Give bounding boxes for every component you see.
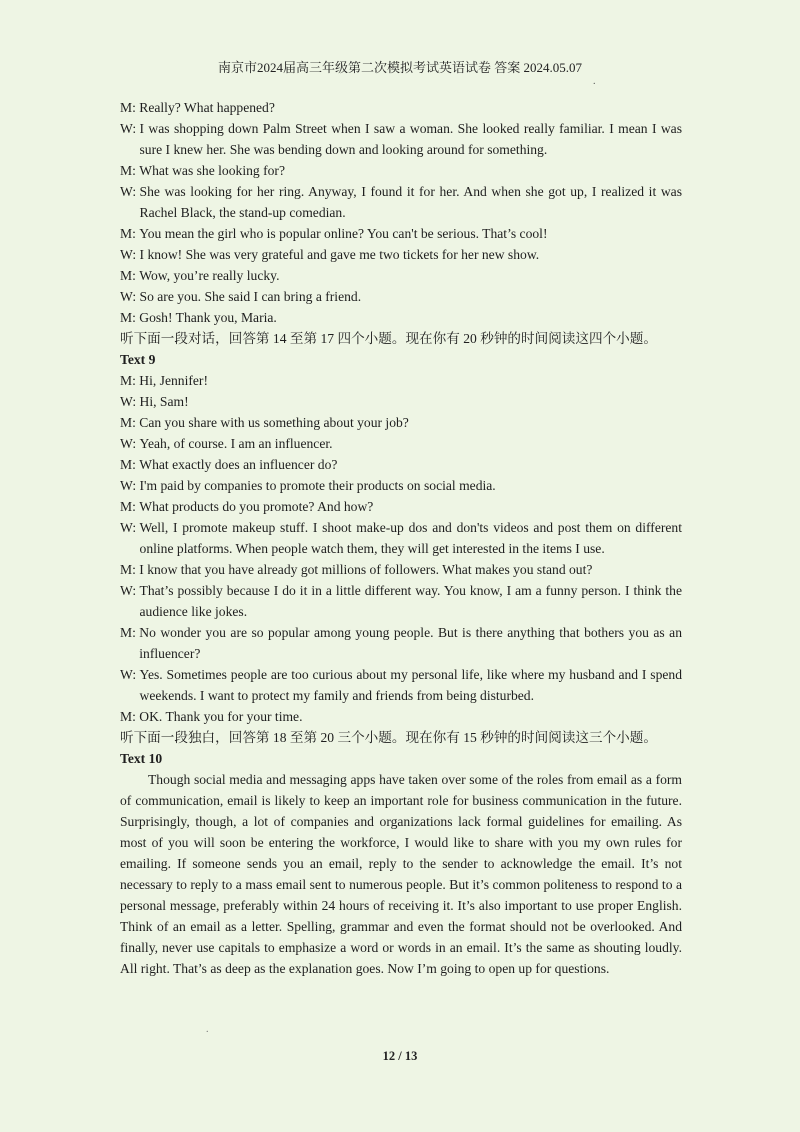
dialogue-line <box>120 244 682 265</box>
header-mark: . <box>593 76 596 87</box>
dialogue-line <box>120 433 682 454</box>
speaker-label: M: <box>120 226 140 241</box>
line-text: Wow, you’re really lucky. <box>139 268 280 283</box>
speaker-label: M: <box>120 625 140 640</box>
line-text: So are you. She said I can bring a friend. <box>139 289 362 304</box>
speaker-label: W: <box>120 121 140 136</box>
dialogue-line <box>120 706 682 727</box>
dialogue-line <box>120 517 682 559</box>
dialogue-line <box>120 664 682 706</box>
line-text: Hi, Sam! <box>139 394 189 409</box>
dialogue-line <box>120 307 682 328</box>
speaker-label: W: <box>120 478 140 493</box>
dialogue-section-b <box>120 370 682 727</box>
line-text: Really? What happened? <box>139 100 275 115</box>
dialogue-line <box>120 370 682 391</box>
listening-instruction: 听下面一段对话，回答第 14 至第 17 四个小题。现在你有 20 秒钟的时间阅读这四个小题。 <box>120 331 657 346</box>
speaker-label: M: <box>120 415 140 430</box>
speaker-label: M: <box>120 163 140 178</box>
line-text: I know that you have already got millions of followers. What makes you stand out? <box>139 562 593 577</box>
dialogue-line <box>120 286 682 307</box>
dialogue-line <box>120 265 682 286</box>
speaker-label: M: <box>120 499 140 514</box>
line-text: That’s possibly because I do it in a little different way. You know, I am a funny person. I think the audience like jokes. <box>139 583 682 619</box>
dialogue-line <box>120 580 682 622</box>
line-text: What products do you promote? And how? <box>139 499 374 514</box>
dialogue-line <box>120 412 682 433</box>
speaker-label: M: <box>120 100 140 115</box>
speaker-label: M: <box>120 709 140 724</box>
line-text: Well, I promote makeup stuff. I shoot make-up dos and don'ts videos and post them on different online platforms. When people watch them, they will get interested in the items I use. <box>139 520 682 556</box>
line-text: I'm paid by companies to promote their products on social media. <box>139 478 496 493</box>
line-text: I know! She was very grateful and gave me two tickets for her new show. <box>139 247 540 262</box>
line-text: What exactly does an influencer do? <box>139 457 338 472</box>
speaker-label: W: <box>120 394 140 409</box>
dialogue-line <box>120 118 682 160</box>
page-mark: . <box>206 1024 209 1035</box>
speaker-label: M: <box>120 310 140 325</box>
line-text: Yes. Sometimes people are too curious about my personal life, like where my husband and I spend weekends. I want to protect my family and friends from being disturbed. <box>139 667 682 703</box>
speaker-label: M: <box>120 562 140 577</box>
speaker-label: W: <box>120 184 140 199</box>
speaker-label: M: <box>120 373 140 388</box>
line-text: She was looking for her ring. Anyway, I found it for her. And when she got up, I realized it was Rachel Black, the stand-up comedian. <box>139 184 682 220</box>
dialogue-line <box>120 622 682 664</box>
listening-instruction: 听下面一段独白，回答第 18 至第 20 三个小题。现在你有 15 秒钟的时间阅读这三个小题。 <box>120 730 657 745</box>
speaker-label: W: <box>120 289 140 304</box>
line-text: OK. Thank you for your time. <box>139 709 303 724</box>
dialogue-section-a <box>120 97 682 328</box>
document-body <box>120 97 682 979</box>
speaker-label: W: <box>120 667 140 682</box>
line-text: You mean the girl who is popular online? You can't be serious. That’s cool! <box>139 226 548 241</box>
monologue-paragraph: Though social media and messaging apps have taken over some of the roles from email as a form of communication, email is likely to keep an important role for business communication in the future. Surprisingly, though, a lot of companies and organizations lack formal guidelines for emailing. As most of you will soon be entering the workforce, I would like to share with you my own rules for emailing. If someone sends you an email, reply to the sender to acknowledge the email. It’s not necessary to reply to a mass email sent to numerous people. But it’s common politeness to respond to a personal message, preferably within 24 hours of receiving it. It’s also important to use proper English. Think of an email as a letter. Spelling, grammar and even the format should not be overlooked. And finally, never use capitals to emphasize a word or words in an email. It’s the same as shouting loudly. All right. That’s as deep as the explanation goes. Now I’m going to open up for questions. <box>120 772 682 976</box>
dialogue-line <box>120 454 682 475</box>
dialogue-line <box>120 160 682 181</box>
dialogue-line <box>120 496 682 517</box>
line-text: Hi, Jennifer! <box>139 373 208 388</box>
line-text: I was shopping down Palm Street when I saw a woman. She looked really familiar. I mean I was sure I knew her. She was bending down and looking around for something. <box>139 121 682 157</box>
dialogue-line <box>120 97 682 118</box>
speaker-label: M: <box>120 268 140 283</box>
line-text: Gosh! Thank you, Maria. <box>139 310 277 325</box>
line-text: Yeah, of course. I am an influencer. <box>139 436 333 451</box>
line-text: What was she looking for? <box>139 163 285 178</box>
dialogue-line <box>120 475 682 496</box>
speaker-label: W: <box>120 436 140 451</box>
page-header: 南京市2024届高三年级第二次模拟考试英语试卷 答案 2024.05.07 <box>217 60 582 75</box>
section-heading-text9: Text 9 <box>120 352 156 367</box>
speaker-label: W: <box>120 247 140 262</box>
line-text: No wonder you are so popular among young people. But is there anything that bothers you as an influencer? <box>139 625 682 661</box>
page-number: 12 / 13 <box>382 1049 418 1063</box>
section-heading-text10: Text 10 <box>120 751 163 766</box>
speaker-label: W: <box>120 520 140 535</box>
speaker-label: M: <box>120 457 140 472</box>
dialogue-line <box>120 559 682 580</box>
dialogue-line <box>120 391 682 412</box>
dialogue-line <box>120 223 682 244</box>
speaker-label: W: <box>120 583 140 598</box>
dialogue-line <box>120 181 682 223</box>
line-text: Can you share with us something about your job? <box>139 415 409 430</box>
